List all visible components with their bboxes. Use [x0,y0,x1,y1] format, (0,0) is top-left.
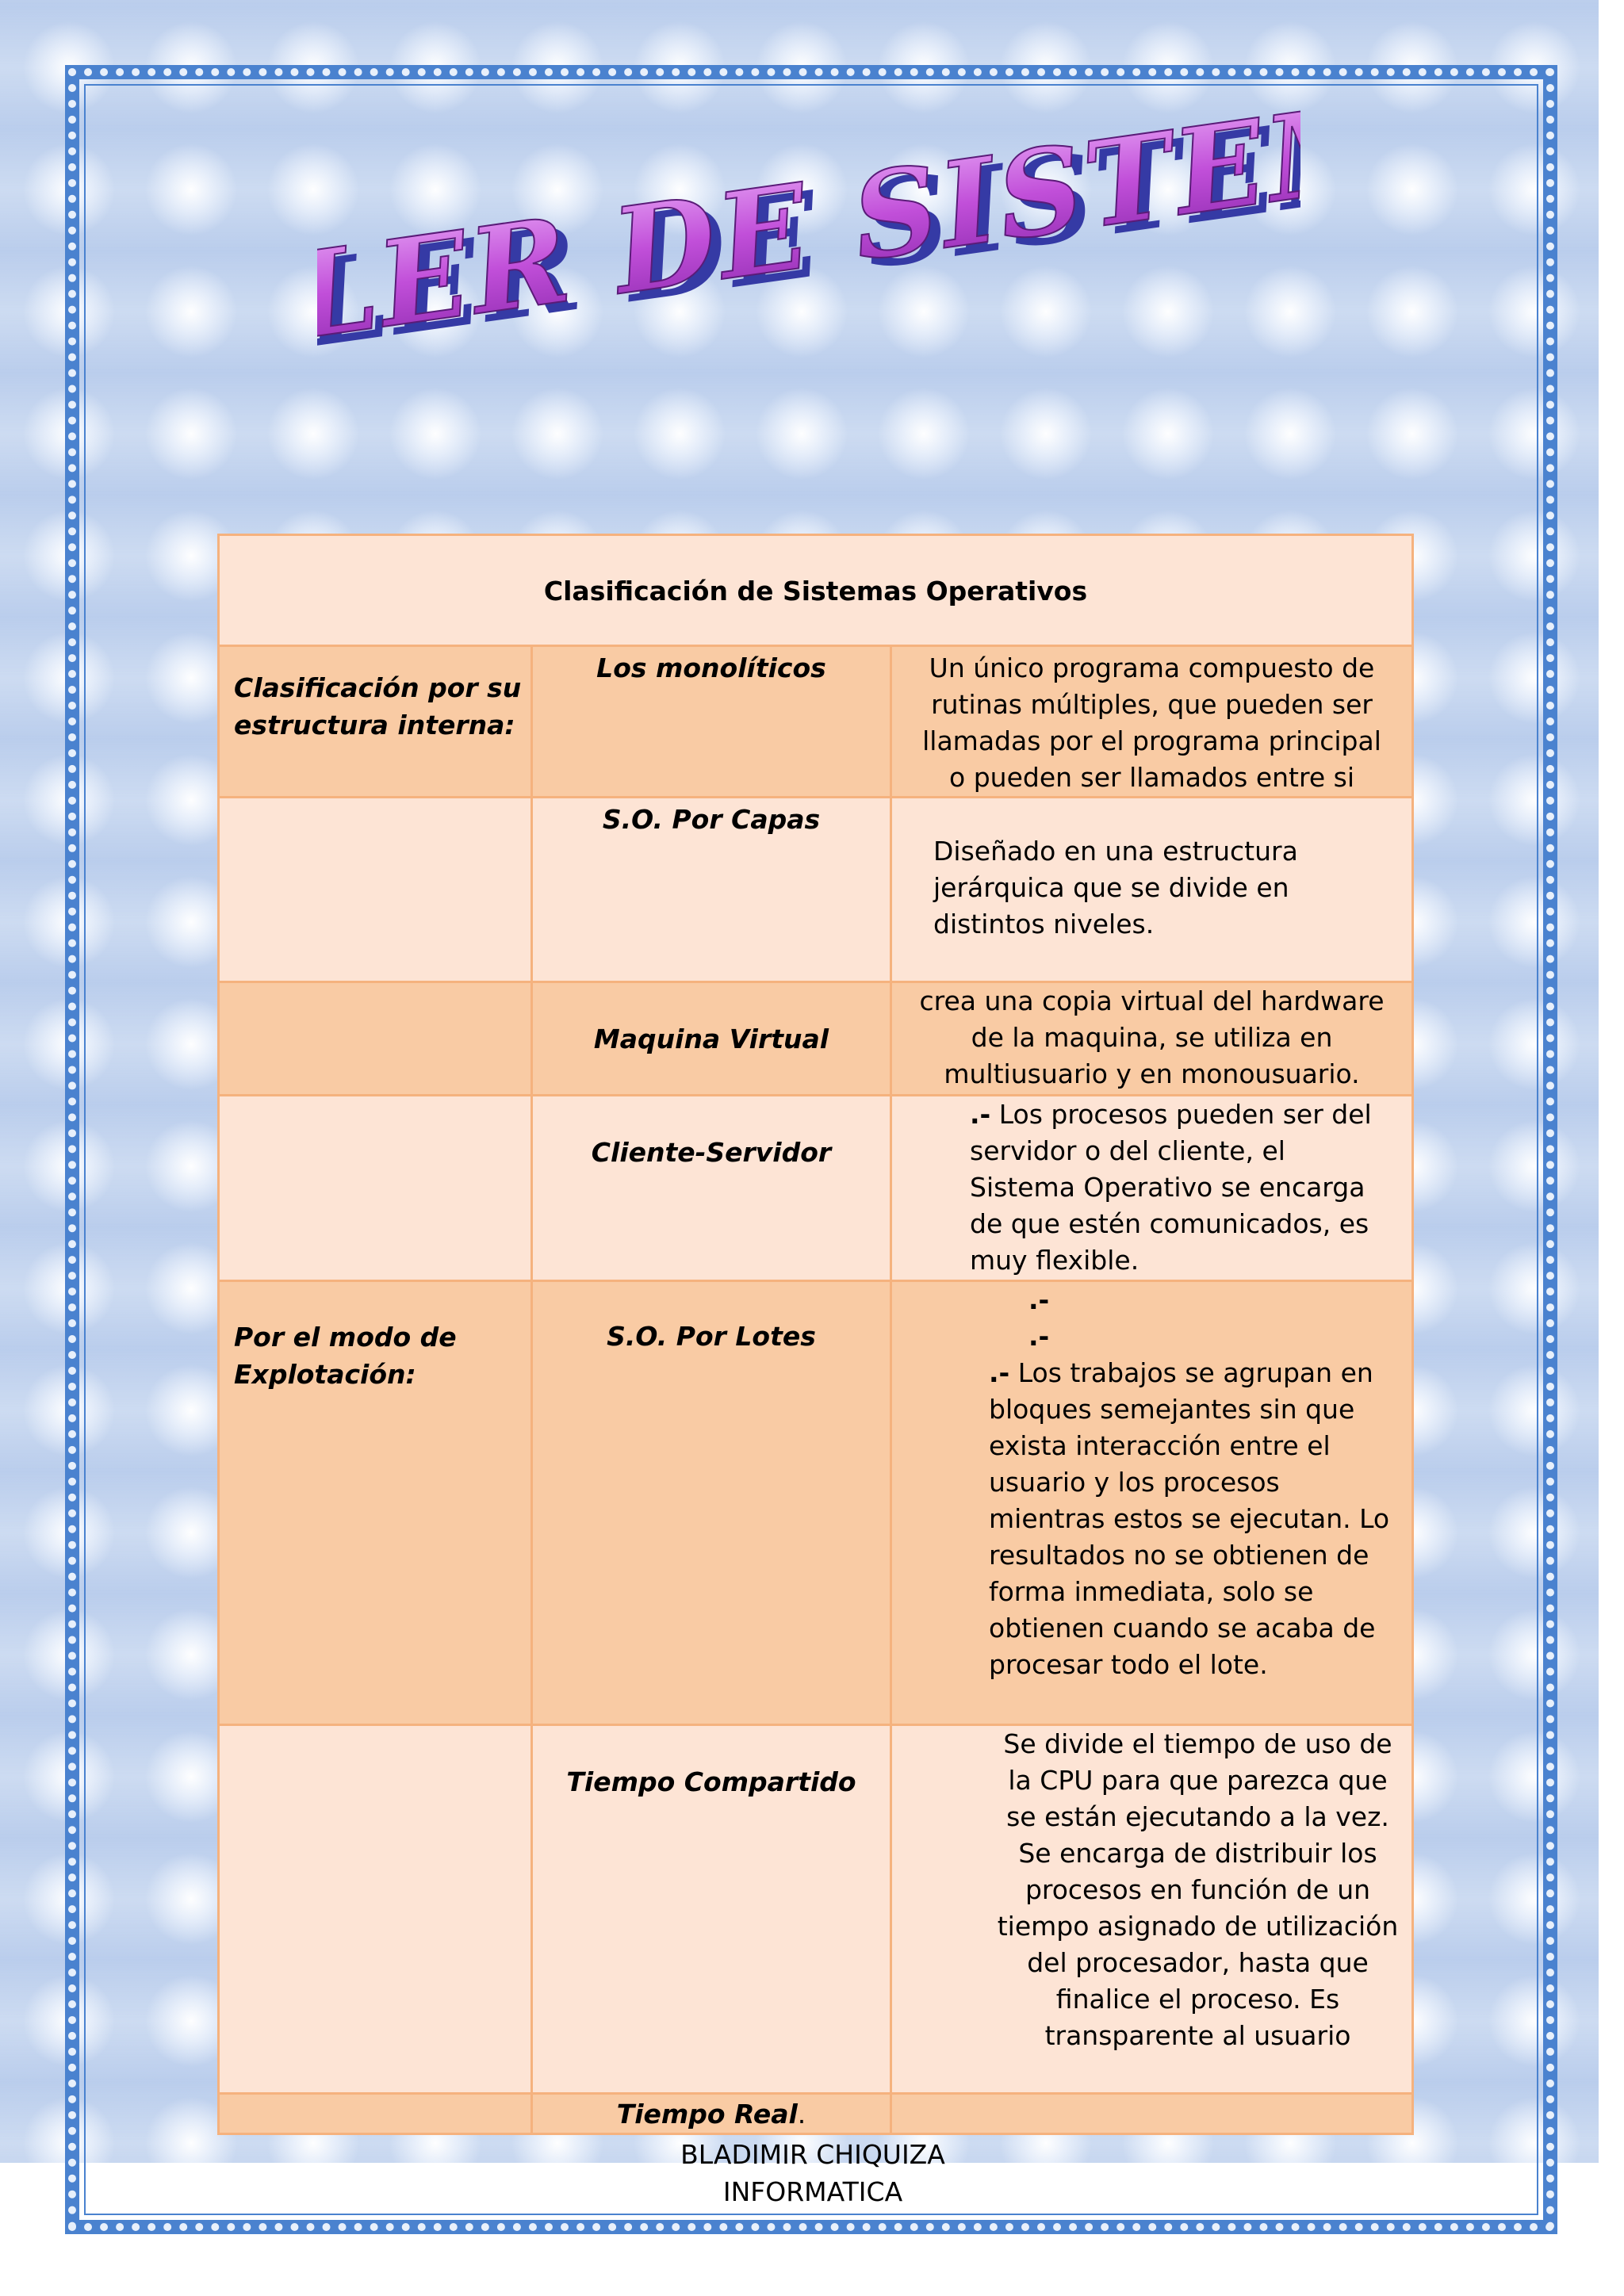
table-row [219,982,1413,1096]
description-cell [892,1282,1411,1683]
svg-text:TALLER DE SISTEMAS: TALLER DE SISTEMAS [317,87,1300,349]
table-title: Clasificación de Sistemas Operativos [543,576,1088,607]
page-title [317,87,1300,349]
table-row [219,1725,1413,2094]
description-cell: Diseñado en una estructura jerárquica que se divide en distintos niveles. [933,836,1298,939]
os-type-cell: Maquina Virtual [593,1024,829,1054]
os-type-suffix: . [797,2099,806,2130]
os-type-text: Tiempo Real [616,2099,798,2130]
os-type-cell: S.O. Por Lotes [607,1321,816,1352]
table-header-row [219,535,1413,646]
description-text: Los procesos pueden ser del servidor o del cliente, el Sistema Operativo se encarga de que estén comunicados, es muy flexible. [970,1099,1372,1276]
classification-table [217,534,1414,2135]
table-row [219,1096,1413,1281]
table-row [219,798,1413,982]
category-cell [220,798,530,821]
description-cell [892,1096,1411,1279]
svg-text:TALLER DE SISTEMAS: TALLER DE SISTEMAS [317,87,1300,349]
category-cell: Clasificación por su estructura interna: [234,672,522,740]
footer [555,2136,1071,2210]
author-name: BLADIMIR CHIQUIZA [680,2139,945,2170]
description-cell: crea una copia virtual del hardware de la maquina, se utiliza en multiusuario y en monousuario. [919,985,1385,1089]
description-cell: Un único programa compuesto de rutinas múltiples, que pueden ser llamadas por el programa principal o pueden ser llamados entre si [922,652,1381,793]
bullet-marker: .- [989,1357,1010,1388]
bullet-marker: .- [970,1099,991,1130]
subject-name: INFORMATICA [722,2176,903,2207]
table-row [219,1281,1413,1725]
category-cell [220,1726,530,1748]
table-row [219,2094,1413,2134]
os-type-cell: Los monolíticos [596,652,826,683]
description-cell: Se divide el tiempo de uso de la CPU para que parezca que se están ejecutando a la vez. Se encarga de distribuir los procesos en función de un tiempo asignado de utilización del procesador, hasta que finalice el proceso. Es transparente al usuario [997,1728,1399,2051]
bullet-marker: .- [1028,1321,1050,1352]
os-type-cell: S.O. Por Capas [602,804,821,835]
table-row [219,646,1413,798]
category-cell [220,983,530,1005]
category-cell: Por el modo de Explotación: [234,1322,457,1390]
description-text: Los trabajos se agrupan en bloques semejantes sin que exista interacción entre el usuario y los procesos mientras estos se ejecutan. Lo resultados no se obtienen de forma inmediata, solo se obtienen cuando se acaba de procesar todo el lote. [989,1357,1390,1680]
os-type-cell: Tiempo Compartido [566,1766,856,1797]
bullet-marker: .- [1028,1284,1050,1315]
category-cell [220,1096,530,1119]
os-type-cell: Cliente-Servidor [591,1137,832,1168]
os-type-cell [533,2095,890,2133]
